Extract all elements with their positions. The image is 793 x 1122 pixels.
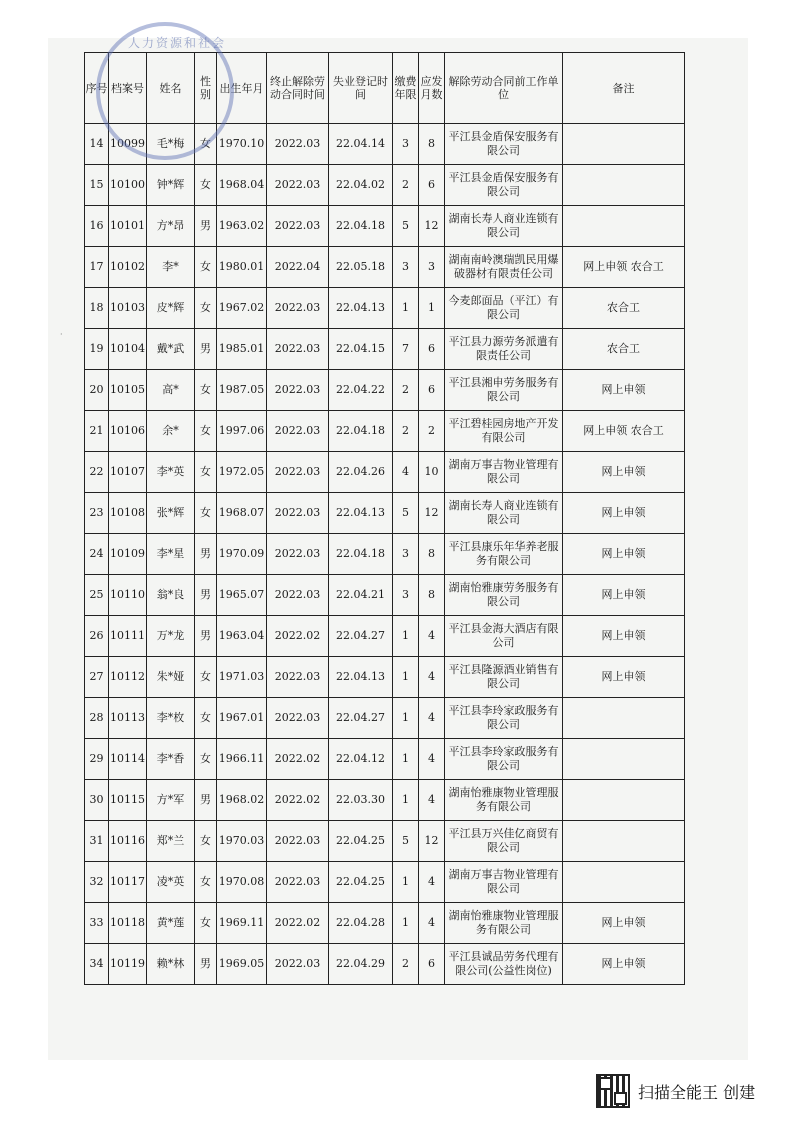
row-file-no: 10101 bbox=[109, 206, 147, 247]
row-remark: 网上申领 bbox=[563, 575, 685, 616]
row-prior-employer: 湖南怡雅康物业管理服务有限公司 bbox=[445, 780, 563, 821]
row-remark: 网上申领 bbox=[563, 944, 685, 985]
row-seq: 23 bbox=[85, 493, 109, 534]
row-unemployment-reg: 22.04.26 bbox=[329, 452, 393, 493]
col-header-months-payable: 应发月数 bbox=[419, 53, 445, 124]
row-months-payable: 6 bbox=[419, 329, 445, 370]
row-name: 李*英 bbox=[147, 452, 195, 493]
row-seq: 28 bbox=[85, 698, 109, 739]
table-row bbox=[85, 616, 685, 657]
row-file-no: 10115 bbox=[109, 780, 147, 821]
row-unemployment-reg: 22.04.02 bbox=[329, 165, 393, 206]
row-remark bbox=[563, 124, 685, 165]
table-header-row bbox=[85, 53, 685, 124]
table-row bbox=[85, 862, 685, 903]
row-prior-employer: 湖南怡雅康物业管理服务有限公司 bbox=[445, 903, 563, 944]
row-unemployment-reg: 22.05.18 bbox=[329, 247, 393, 288]
table-row bbox=[85, 370, 685, 411]
table-row bbox=[85, 944, 685, 985]
row-months-payable: 4 bbox=[419, 657, 445, 698]
row-file-no: 10111 bbox=[109, 616, 147, 657]
row-file-no: 10118 bbox=[109, 903, 147, 944]
row-prior-employer: 平江县金盾保安服务有限公司 bbox=[445, 165, 563, 206]
row-birth: 1965.07 bbox=[217, 575, 267, 616]
col-header-name: 姓名 bbox=[147, 53, 195, 124]
row-name: 万*龙 bbox=[147, 616, 195, 657]
row-remark: 农合工 bbox=[563, 329, 685, 370]
row-paid-years: 2 bbox=[393, 370, 419, 411]
row-birth: 1997.06 bbox=[217, 411, 267, 452]
row-paid-years: 5 bbox=[393, 821, 419, 862]
row-unemployment-reg: 22.04.22 bbox=[329, 370, 393, 411]
row-birth: 1966.11 bbox=[217, 739, 267, 780]
row-prior-employer: 平江碧桂园房地产开发有限公司 bbox=[445, 411, 563, 452]
row-paid-years: 1 bbox=[393, 780, 419, 821]
row-contract-end: 2022.03 bbox=[267, 411, 329, 452]
row-unemployment-reg: 22.03.30 bbox=[329, 780, 393, 821]
row-months-payable: 6 bbox=[419, 944, 445, 985]
row-gender: 女 bbox=[195, 165, 217, 206]
row-remark bbox=[563, 862, 685, 903]
row-paid-years: 2 bbox=[393, 944, 419, 985]
row-paid-years: 4 bbox=[393, 452, 419, 493]
row-months-payable: 6 bbox=[419, 370, 445, 411]
row-remark: 网上申领 农合工 bbox=[563, 247, 685, 288]
row-contract-end: 2022.03 bbox=[267, 329, 329, 370]
row-remark: 网上申领 bbox=[563, 493, 685, 534]
row-name: 李*香 bbox=[147, 739, 195, 780]
row-remark: 网上申领 bbox=[563, 657, 685, 698]
row-remark: 网上申领 农合工 bbox=[563, 411, 685, 452]
row-paid-years: 3 bbox=[393, 534, 419, 575]
row-seq: 18 bbox=[85, 288, 109, 329]
row-paid-years: 7 bbox=[393, 329, 419, 370]
row-contract-end: 2022.03 bbox=[267, 575, 329, 616]
scanner-watermark bbox=[596, 1074, 755, 1108]
row-unemployment-reg: 22.04.13 bbox=[329, 493, 393, 534]
row-birth: 1969.05 bbox=[217, 944, 267, 985]
row-months-payable: 10 bbox=[419, 452, 445, 493]
row-birth: 1968.02 bbox=[217, 780, 267, 821]
row-name: 余* bbox=[147, 411, 195, 452]
row-gender: 女 bbox=[195, 493, 217, 534]
row-name: 方*昂 bbox=[147, 206, 195, 247]
row-contract-end: 2022.02 bbox=[267, 616, 329, 657]
row-remark bbox=[563, 698, 685, 739]
row-paid-years: 5 bbox=[393, 206, 419, 247]
row-prior-employer: 湖南长寿人商业连锁有限公司 bbox=[445, 206, 563, 247]
unemployment-benefit-table bbox=[84, 52, 685, 985]
row-file-no: 10114 bbox=[109, 739, 147, 780]
row-gender: 女 bbox=[195, 903, 217, 944]
row-seq: 26 bbox=[85, 616, 109, 657]
row-remark bbox=[563, 780, 685, 821]
row-file-no: 10099 bbox=[109, 124, 147, 165]
row-prior-employer: 平江县金盾保安服务有限公司 bbox=[445, 124, 563, 165]
row-paid-years: 3 bbox=[393, 124, 419, 165]
row-file-no: 10112 bbox=[109, 657, 147, 698]
seal-text: 人力资源和社会 bbox=[128, 36, 227, 50]
row-gender: 女 bbox=[195, 862, 217, 903]
row-seq: 31 bbox=[85, 821, 109, 862]
row-remark: 网上申领 bbox=[563, 903, 685, 944]
row-birth: 1972.05 bbox=[217, 452, 267, 493]
row-unemployment-reg: 22.04.15 bbox=[329, 329, 393, 370]
row-gender: 女 bbox=[195, 124, 217, 165]
row-birth: 1963.04 bbox=[217, 616, 267, 657]
row-paid-years: 3 bbox=[393, 247, 419, 288]
table-row bbox=[85, 288, 685, 329]
row-file-no: 10106 bbox=[109, 411, 147, 452]
row-paid-years: 5 bbox=[393, 493, 419, 534]
row-file-no: 10113 bbox=[109, 698, 147, 739]
row-name: 李*星 bbox=[147, 534, 195, 575]
row-birth: 1987.05 bbox=[217, 370, 267, 411]
row-contract-end: 2022.02 bbox=[267, 903, 329, 944]
row-paid-years: 1 bbox=[393, 903, 419, 944]
table-row bbox=[85, 534, 685, 575]
table-row bbox=[85, 575, 685, 616]
row-unemployment-reg: 22.04.28 bbox=[329, 903, 393, 944]
row-seq: 34 bbox=[85, 944, 109, 985]
row-prior-employer: 平江县李玲家政服务有限公司 bbox=[445, 698, 563, 739]
row-months-payable: 4 bbox=[419, 739, 445, 780]
row-name: 方*军 bbox=[147, 780, 195, 821]
row-months-payable: 12 bbox=[419, 493, 445, 534]
table-row bbox=[85, 821, 685, 862]
row-contract-end: 2022.03 bbox=[267, 206, 329, 247]
row-birth: 1967.02 bbox=[217, 288, 267, 329]
row-seq: 32 bbox=[85, 862, 109, 903]
row-prior-employer: 湖南长寿人商业连锁有限公司 bbox=[445, 493, 563, 534]
row-file-no: 10119 bbox=[109, 944, 147, 985]
row-name: 李* bbox=[147, 247, 195, 288]
row-remark: 网上申领 bbox=[563, 452, 685, 493]
row-contract-end: 2022.03 bbox=[267, 862, 329, 903]
row-remark: 网上申领 bbox=[563, 616, 685, 657]
row-seq: 24 bbox=[85, 534, 109, 575]
row-months-payable: 4 bbox=[419, 616, 445, 657]
row-name: 郑*兰 bbox=[147, 821, 195, 862]
row-months-payable: 8 bbox=[419, 124, 445, 165]
col-header-gender: 性别 bbox=[195, 53, 217, 124]
row-seq: 30 bbox=[85, 780, 109, 821]
row-prior-employer: 平江县金海大酒店有限公司 bbox=[445, 616, 563, 657]
row-unemployment-reg: 22.04.27 bbox=[329, 616, 393, 657]
table-row bbox=[85, 411, 685, 452]
row-contract-end: 2022.03 bbox=[267, 944, 329, 985]
table-row bbox=[85, 124, 685, 165]
row-months-payable: 8 bbox=[419, 575, 445, 616]
row-name: 凌*英 bbox=[147, 862, 195, 903]
row-prior-employer: 湖南怡雅康劳务服务有限公司 bbox=[445, 575, 563, 616]
row-contract-end: 2022.03 bbox=[267, 821, 329, 862]
row-remark: 网上申领 bbox=[563, 370, 685, 411]
row-birth: 1967.01 bbox=[217, 698, 267, 739]
row-contract-end: 2022.04 bbox=[267, 247, 329, 288]
row-contract-end: 2022.03 bbox=[267, 493, 329, 534]
row-unemployment-reg: 22.04.29 bbox=[329, 944, 393, 985]
row-gender: 女 bbox=[195, 821, 217, 862]
col-header-seq: 序号 bbox=[85, 53, 109, 124]
row-gender: 女 bbox=[195, 698, 217, 739]
row-contract-end: 2022.03 bbox=[267, 698, 329, 739]
row-months-payable: 1 bbox=[419, 288, 445, 329]
row-remark bbox=[563, 821, 685, 862]
row-paid-years: 2 bbox=[393, 411, 419, 452]
col-header-paid-years: 缴费年限 bbox=[393, 53, 419, 124]
row-birth: 1963.02 bbox=[217, 206, 267, 247]
row-file-no: 10116 bbox=[109, 821, 147, 862]
row-unemployment-reg: 22.04.21 bbox=[329, 575, 393, 616]
row-paid-years: 1 bbox=[393, 698, 419, 739]
row-name: 皮*辉 bbox=[147, 288, 195, 329]
row-contract-end: 2022.03 bbox=[267, 288, 329, 329]
table-row bbox=[85, 452, 685, 493]
row-paid-years: 2 bbox=[393, 165, 419, 206]
row-prior-employer: 湖南南岭澳瑞凯民用爆破器材有限责任公司 bbox=[445, 247, 563, 288]
col-header-birth: 出生年月 bbox=[217, 53, 267, 124]
row-gender: 男 bbox=[195, 944, 217, 985]
row-name: 朱*娅 bbox=[147, 657, 195, 698]
row-gender: 男 bbox=[195, 534, 217, 575]
row-file-no: 10110 bbox=[109, 575, 147, 616]
row-gender: 女 bbox=[195, 411, 217, 452]
row-seq: 20 bbox=[85, 370, 109, 411]
row-gender: 男 bbox=[195, 616, 217, 657]
row-months-payable: 2 bbox=[419, 411, 445, 452]
row-seq: 16 bbox=[85, 206, 109, 247]
row-paid-years: 1 bbox=[393, 739, 419, 780]
row-contract-end: 2022.03 bbox=[267, 452, 329, 493]
table-body bbox=[85, 124, 685, 985]
row-file-no: 10104 bbox=[109, 329, 147, 370]
row-unemployment-reg: 22.04.18 bbox=[329, 206, 393, 247]
row-contract-end: 2022.03 bbox=[267, 124, 329, 165]
row-birth: 1968.04 bbox=[217, 165, 267, 206]
row-gender: 男 bbox=[195, 780, 217, 821]
table-row bbox=[85, 329, 685, 370]
table-row bbox=[85, 493, 685, 534]
row-birth: 1980.01 bbox=[217, 247, 267, 288]
row-unemployment-reg: 22.04.13 bbox=[329, 657, 393, 698]
row-birth: 1985.01 bbox=[217, 329, 267, 370]
row-gender: 女 bbox=[195, 739, 217, 780]
row-remark bbox=[563, 739, 685, 780]
table-row bbox=[85, 739, 685, 780]
row-file-no: 10103 bbox=[109, 288, 147, 329]
row-months-payable: 4 bbox=[419, 780, 445, 821]
row-gender: 男 bbox=[195, 206, 217, 247]
row-remark: 网上申领 bbox=[563, 534, 685, 575]
row-name: 高* bbox=[147, 370, 195, 411]
row-months-payable: 6 bbox=[419, 165, 445, 206]
row-file-no: 10117 bbox=[109, 862, 147, 903]
row-months-payable: 3 bbox=[419, 247, 445, 288]
col-header-unemployment-reg: 失业登记时间 bbox=[329, 53, 393, 124]
row-seq: 25 bbox=[85, 575, 109, 616]
row-remark bbox=[563, 165, 685, 206]
row-gender: 男 bbox=[195, 575, 217, 616]
row-paid-years: 1 bbox=[393, 862, 419, 903]
row-name: 张*辉 bbox=[147, 493, 195, 534]
row-name: 赖*林 bbox=[147, 944, 195, 985]
row-unemployment-reg: 22.04.27 bbox=[329, 698, 393, 739]
row-seq: 17 bbox=[85, 247, 109, 288]
row-months-payable: 12 bbox=[419, 206, 445, 247]
row-gender: 女 bbox=[195, 452, 217, 493]
row-prior-employer: 今麦郎面品（平江）有限公司 bbox=[445, 288, 563, 329]
row-file-no: 10105 bbox=[109, 370, 147, 411]
row-prior-employer: 湖南万事吉物业管理有限公司 bbox=[445, 452, 563, 493]
row-remark: 农合工 bbox=[563, 288, 685, 329]
table-row bbox=[85, 206, 685, 247]
table-row bbox=[85, 657, 685, 698]
row-paid-years: 1 bbox=[393, 288, 419, 329]
row-seq: 27 bbox=[85, 657, 109, 698]
row-paid-years: 1 bbox=[393, 616, 419, 657]
row-birth: 1971.03 bbox=[217, 657, 267, 698]
row-unemployment-reg: 22.04.18 bbox=[329, 411, 393, 452]
row-birth: 1969.11 bbox=[217, 903, 267, 944]
row-paid-years: 1 bbox=[393, 657, 419, 698]
row-birth: 1970.10 bbox=[217, 124, 267, 165]
row-gender: 女 bbox=[195, 370, 217, 411]
row-seq: 29 bbox=[85, 739, 109, 780]
table-row bbox=[85, 698, 685, 739]
row-unemployment-reg: 22.04.12 bbox=[329, 739, 393, 780]
row-name: 翁*良 bbox=[147, 575, 195, 616]
row-contract-end: 2022.03 bbox=[267, 534, 329, 575]
row-name: 戴*武 bbox=[147, 329, 195, 370]
row-months-payable: 4 bbox=[419, 698, 445, 739]
row-months-payable: 4 bbox=[419, 903, 445, 944]
row-file-no: 10107 bbox=[109, 452, 147, 493]
row-seq: 22 bbox=[85, 452, 109, 493]
scan-speck: · bbox=[60, 330, 63, 339]
row-unemployment-reg: 22.04.25 bbox=[329, 862, 393, 903]
row-contract-end: 2022.02 bbox=[267, 780, 329, 821]
row-prior-employer: 平江县隆源酒业销售有限公司 bbox=[445, 657, 563, 698]
table-row bbox=[85, 247, 685, 288]
row-name: 黄*莲 bbox=[147, 903, 195, 944]
row-birth: 1970.08 bbox=[217, 862, 267, 903]
row-seq: 14 bbox=[85, 124, 109, 165]
row-contract-end: 2022.03 bbox=[267, 370, 329, 411]
row-prior-employer: 平江县力源劳务派遣有限责任公司 bbox=[445, 329, 563, 370]
row-gender: 女 bbox=[195, 288, 217, 329]
table-row bbox=[85, 165, 685, 206]
table-row bbox=[85, 903, 685, 944]
row-gender: 女 bbox=[195, 247, 217, 288]
col-header-remarks: 备注 bbox=[563, 53, 685, 124]
row-prior-employer: 平江县湘申劳务服务有限公司 bbox=[445, 370, 563, 411]
col-header-file-no: 档案号 bbox=[109, 53, 147, 124]
row-file-no: 10100 bbox=[109, 165, 147, 206]
row-name: 毛*梅 bbox=[147, 124, 195, 165]
row-gender: 男 bbox=[195, 329, 217, 370]
row-contract-end: 2022.02 bbox=[267, 739, 329, 780]
row-paid-years: 3 bbox=[393, 575, 419, 616]
row-birth: 1968.07 bbox=[217, 493, 267, 534]
row-unemployment-reg: 22.04.18 bbox=[329, 534, 393, 575]
row-prior-employer: 平江县万兴佳亿商贸有限公司 bbox=[445, 821, 563, 862]
table-row bbox=[85, 780, 685, 821]
row-remark bbox=[563, 206, 685, 247]
row-prior-employer: 湖南万事吉物业管理有限公司 bbox=[445, 862, 563, 903]
row-seq: 33 bbox=[85, 903, 109, 944]
row-gender: 女 bbox=[195, 657, 217, 698]
row-name: 钟*辉 bbox=[147, 165, 195, 206]
row-months-payable: 4 bbox=[419, 862, 445, 903]
row-unemployment-reg: 22.04.13 bbox=[329, 288, 393, 329]
col-header-contract-end: 终止解除劳动合同时间 bbox=[267, 53, 329, 124]
row-birth: 1970.09 bbox=[217, 534, 267, 575]
row-file-no: 10102 bbox=[109, 247, 147, 288]
row-prior-employer: 平江县康乐年华养老服务有限公司 bbox=[445, 534, 563, 575]
row-prior-employer: 平江县李玲家政服务有限公司 bbox=[445, 739, 563, 780]
col-header-prior-employer: 解除劳动合同前工作单位 bbox=[445, 53, 563, 124]
row-prior-employer: 平江县诚品劳务代理有限公司(公益性岗位) bbox=[445, 944, 563, 985]
watermark-label: 扫描全能王 创建 bbox=[638, 1082, 756, 1102]
row-seq: 19 bbox=[85, 329, 109, 370]
row-seq: 15 bbox=[85, 165, 109, 206]
row-name: 李*枚 bbox=[147, 698, 195, 739]
row-birth: 1970.03 bbox=[217, 821, 267, 862]
row-seq: 21 bbox=[85, 411, 109, 452]
row-unemployment-reg: 22.04.14 bbox=[329, 124, 393, 165]
row-months-payable: 12 bbox=[419, 821, 445, 862]
row-months-payable: 8 bbox=[419, 534, 445, 575]
row-contract-end: 2022.03 bbox=[267, 165, 329, 206]
row-file-no: 10108 bbox=[109, 493, 147, 534]
row-contract-end: 2022.03 bbox=[267, 657, 329, 698]
row-unemployment-reg: 22.04.25 bbox=[329, 821, 393, 862]
qr-code-icon bbox=[596, 1074, 630, 1108]
row-file-no: 10109 bbox=[109, 534, 147, 575]
